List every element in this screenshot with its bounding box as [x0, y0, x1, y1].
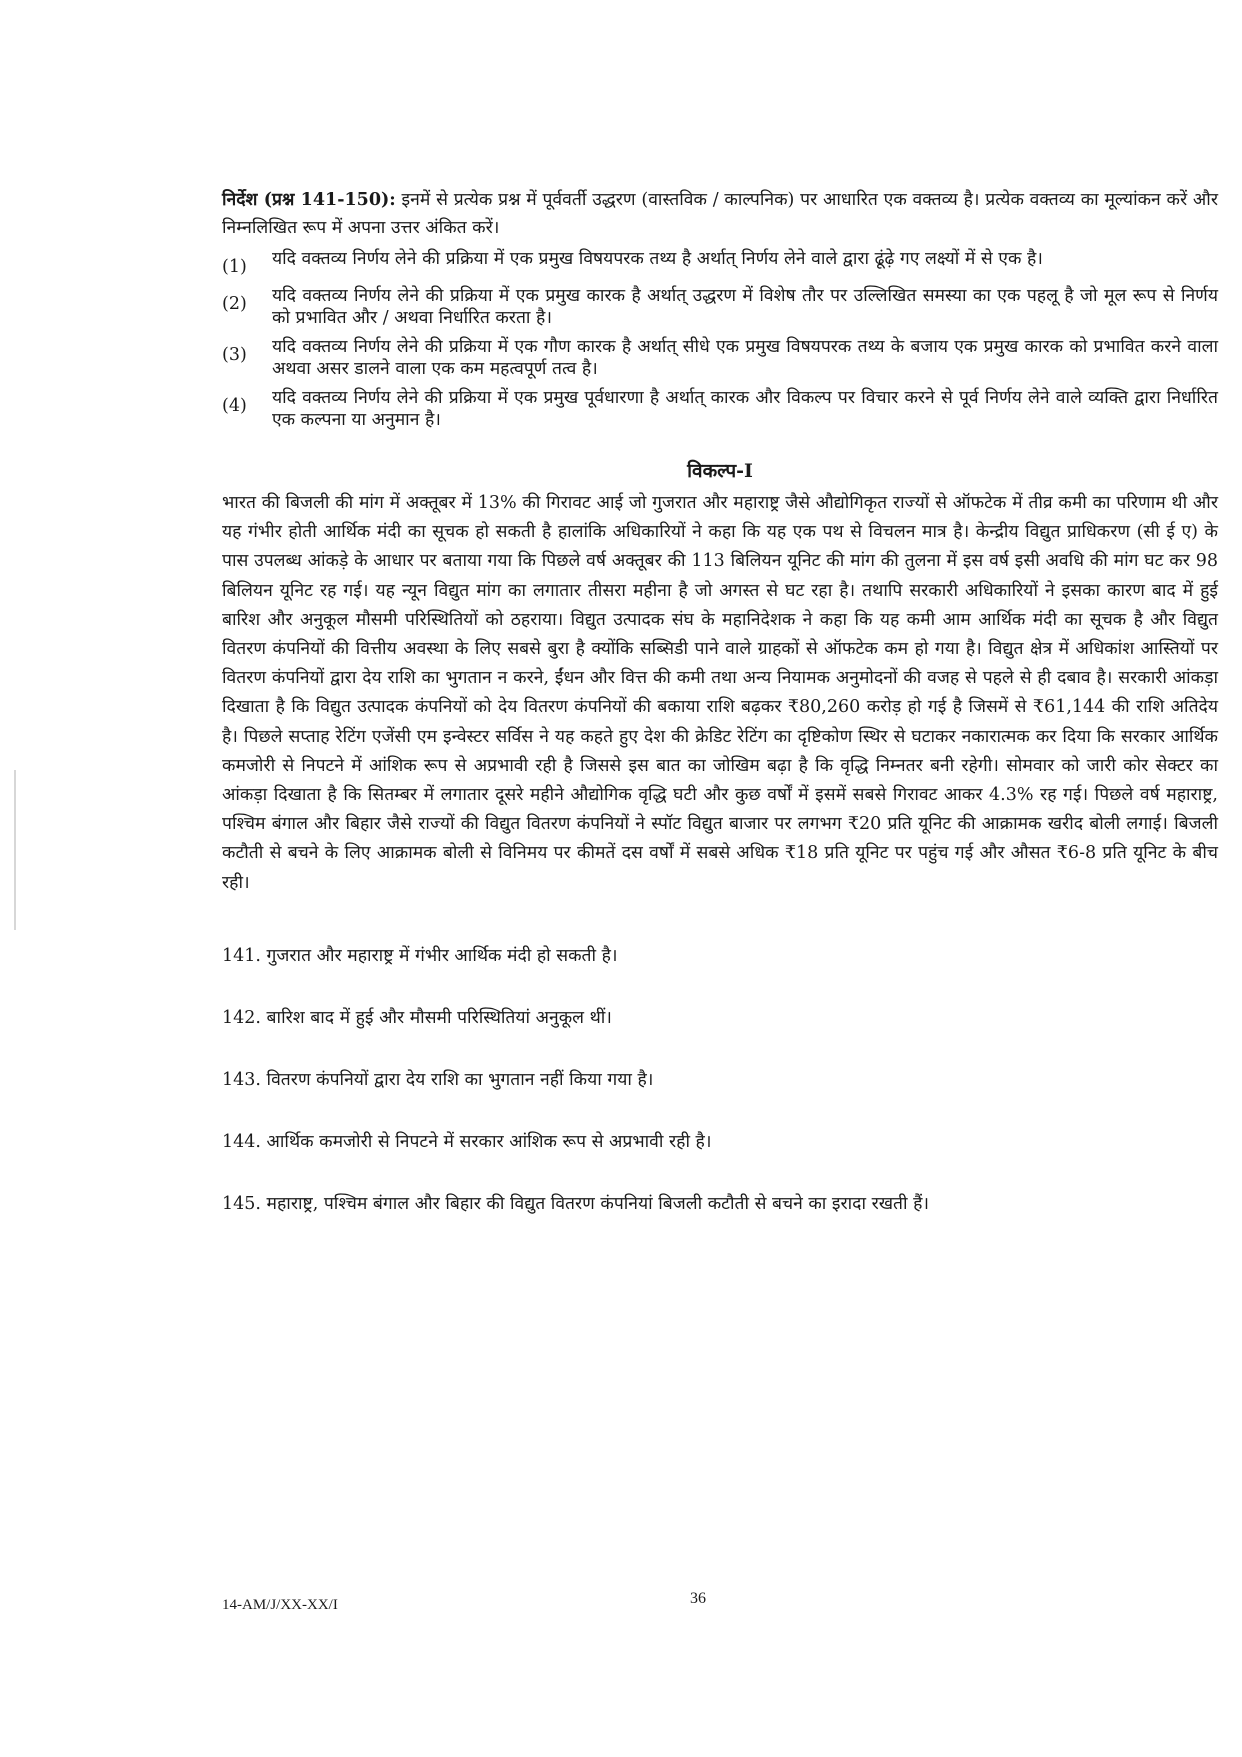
answer-options-list	[222, 248, 1218, 431]
question-text: महाराष्ट्र, पश्चिम बंगाल और बिहार की विद्युत वितरण कंपनियां बिजली कटौती से बचने का इरादा रखती हैं।	[266, 1193, 930, 1214]
answer-option	[222, 387, 1218, 431]
option-number: (4)	[222, 396, 247, 416]
question-text: वितरण कंपनियों द्वारा देय राशि का भुगतान नहीं किया गया है।	[266, 1069, 654, 1090]
question-number: 141.	[222, 945, 261, 966]
option-number: (1)	[222, 257, 247, 277]
footer-booklet-code: 14-AM/J/XX-XX/I	[222, 1597, 338, 1613]
question-text: गुजरात और महाराष्ट्र में गंभीर आर्थिक मंदी हो सकती है।	[266, 945, 618, 966]
directions-text: इनमें से प्रत्येक प्रश्न में पूर्ववर्ती उद्धरण (वास्तविक / काल्पनिक) पर आधारित एक वक्तव्य है। प्रत्येक वक्तव्य का मूल्यांकन करें और निम्नलिखित रूप में अपना उत्तर अंकित करें।	[222, 190, 1218, 238]
option-number: (3)	[222, 345, 247, 365]
question-text: बारिश बाद में हुई और मौसमी परिस्थितियां अनुकूल थीं।	[266, 1007, 612, 1028]
question-number: 143.	[222, 1069, 261, 1090]
directions-lead: निर्देश (प्रश्न 141-150):	[222, 190, 396, 210]
question-number: 145.	[222, 1193, 261, 1214]
answer-option	[222, 248, 1218, 278]
option-text: यदि वक्तव्य निर्णय लेने की प्रक्रिया में एक प्रमुख पूर्वधारणा है अर्थात् कारक और विकल्प पर विचार करने से पूर्व निर्णय लेने वाले व्यक्ति द्वारा निर्धारित एक कल्पना या अनुमान है।	[272, 388, 1218, 430]
question-text: आर्थिक कमजोरी से निपटने में सरकार आंशिक रूप से अप्रभावी रही है।	[266, 1131, 712, 1152]
passage-text: भारत की बिजली की मांग में अक्तूबर में 13% की गिरावट आई जो गुजरात और महाराष्ट्र जैसे औद्योगिकृत राज्यों से ऑफटेक में तीव्र कमी का परिणाम थी और यह गंभीर होती आर्थिक मंदी का सूचक हो सकती है हालांकि अधिकारियों ने कहा कि यह एक पथ से विचलन मात्र है। केन्द्रीय विद्युत प्राधिकरण (सी ई ए) के पास उपलब्ध आंकड़े के आधार पर बताया गया कि पिछले वर्ष अक्तूबर की 113 बिलियन यूनिट की मांग की तुलना में इस वर्ष इसी अवधि की मांग घट कर 98 बिलियन यूनिट रह गई। यह न्यून विद्युत मांग का लगातार तीसरा महीना है जो अगस्त से घट रहा है। तथापि सरकारी अधिकारियों ने इसका कारण बाद में हुई बारिश और अनुकूल मौसमी परिस्थितियों को ठहराया। विद्युत उत्पादक संघ के महानिदेशक ने कहा कि यह कमी आम आर्थिक मंदी का सूचक है और विद्युत वितरण कंपनियों की वित्तीय अवस्था के लिए सबसे बुरा है क्योंकि सब्सिडी पाने वाले ग्राहकों से ऑफटेक कम हो गया है। विद्युत क्षेत्र में अधिकांश आस्तियों पर वितरण कंपनियों द्वारा देय राशि का भुगतान न करने, ईंधन और वित्त की कमी तथा अन्य नियामक अनुमोदनों की वजह से पहले से ही दबाव है। सरकारी आंकड़ा दिखाता है कि विद्युत उत्पादक कंपनियों को देय वितरण कंपनियों की बकाया राशि बढ़कर ₹80,260 करोड़ हो गई है जिसमें से ₹61,144 की राशि अतिदेय है। पिछले सप्ताह रेटिंग एजेंसी एम इन्वेस्टर सर्विस ने यह कहते हुए देश की क्रेडिट रेटिंग का दृष्टिकोण स्थिर से घटाकर नकारात्मक कर दिया कि सरकार आर्थिक कमजोरी से निपटने में आंशिक रूप से अप्रभावी रही है जिससे इस बात का जोखिम बढ़ा है कि वृद्धि निम्नतर बनी रहेगी। सोमवार को जारी कोर सेक्टर का आंकड़ा दिखाता है कि सितम्बर में लगातार दूसरे महीने औद्योगिक वृद्धि घटी और कुछ वर्षों में इसमें सबसे गिरावट आकर 4.3% रह गई। पिछले वर्ष महाराष्ट्र, पश्चिम बंगाल और बिहार जैसे राज्यों की विद्युत वितरण कंपनियों ने स्पॉट विद्युत बाजार पर लगभग ₹20 प्रति यूनिट की आक्रामक खरीद बोली लगाई। बिजली कटौती से बचने के लिए आक्रामक बोली से विनिमय पर कीमतें दस वर्षों में सबसे अधिक ₹18 प्रति यूनिट पर पहुंच गई और औसत ₹6-8 प्रति यूनिट के बीच रही।	[222, 493, 1218, 893]
question-item	[222, 1128, 1218, 1156]
question-item	[222, 942, 1218, 970]
option-text: यदि वक्तव्य निर्णय लेने की प्रक्रिया में एक प्रमुख कारक है अर्थात् उद्धरण में विशेष तौर पर उल्लिखित समस्या का एक पहलू है जो मूल रूप से निर्णय को प्रभावित और / अथवा निर्धारित करता है।	[272, 286, 1218, 328]
directions-paragraph	[222, 186, 1218, 242]
answer-option	[222, 336, 1218, 380]
question-item	[222, 1066, 1218, 1094]
option-number: (2)	[222, 294, 247, 314]
question-number: 142.	[222, 1007, 261, 1028]
page-number: 36	[690, 1590, 706, 1607]
option-text: यदि वक्तव्य निर्णय लेने की प्रक्रिया में एक प्रमुख विषयपरक तथ्य है अर्थात् निर्णय लेने वाले द्वारा ढूंढ़े गए लक्ष्यों में से एक है।	[272, 249, 1043, 269]
page-content	[222, 186, 1218, 1252]
question-number: 144.	[222, 1131, 261, 1152]
questions-list	[222, 942, 1218, 1218]
passage-title: विकल्प-I	[687, 460, 753, 482]
question-item	[222, 1004, 1218, 1032]
answer-option	[222, 285, 1218, 329]
scan-edge-mark	[14, 770, 16, 930]
option-text: यदि वक्तव्य निर्णय लेने की प्रक्रिया में एक गौण कारक है अर्थात् सीधे एक प्रमुख विषयपरक तथ्य के बजाय एक प्रमुख कारक को प्रभावित करने वाला अथवा असर डालने वाला एक कम महत्वपूर्ण तत्व है।	[272, 337, 1218, 379]
question-item	[222, 1190, 1218, 1218]
